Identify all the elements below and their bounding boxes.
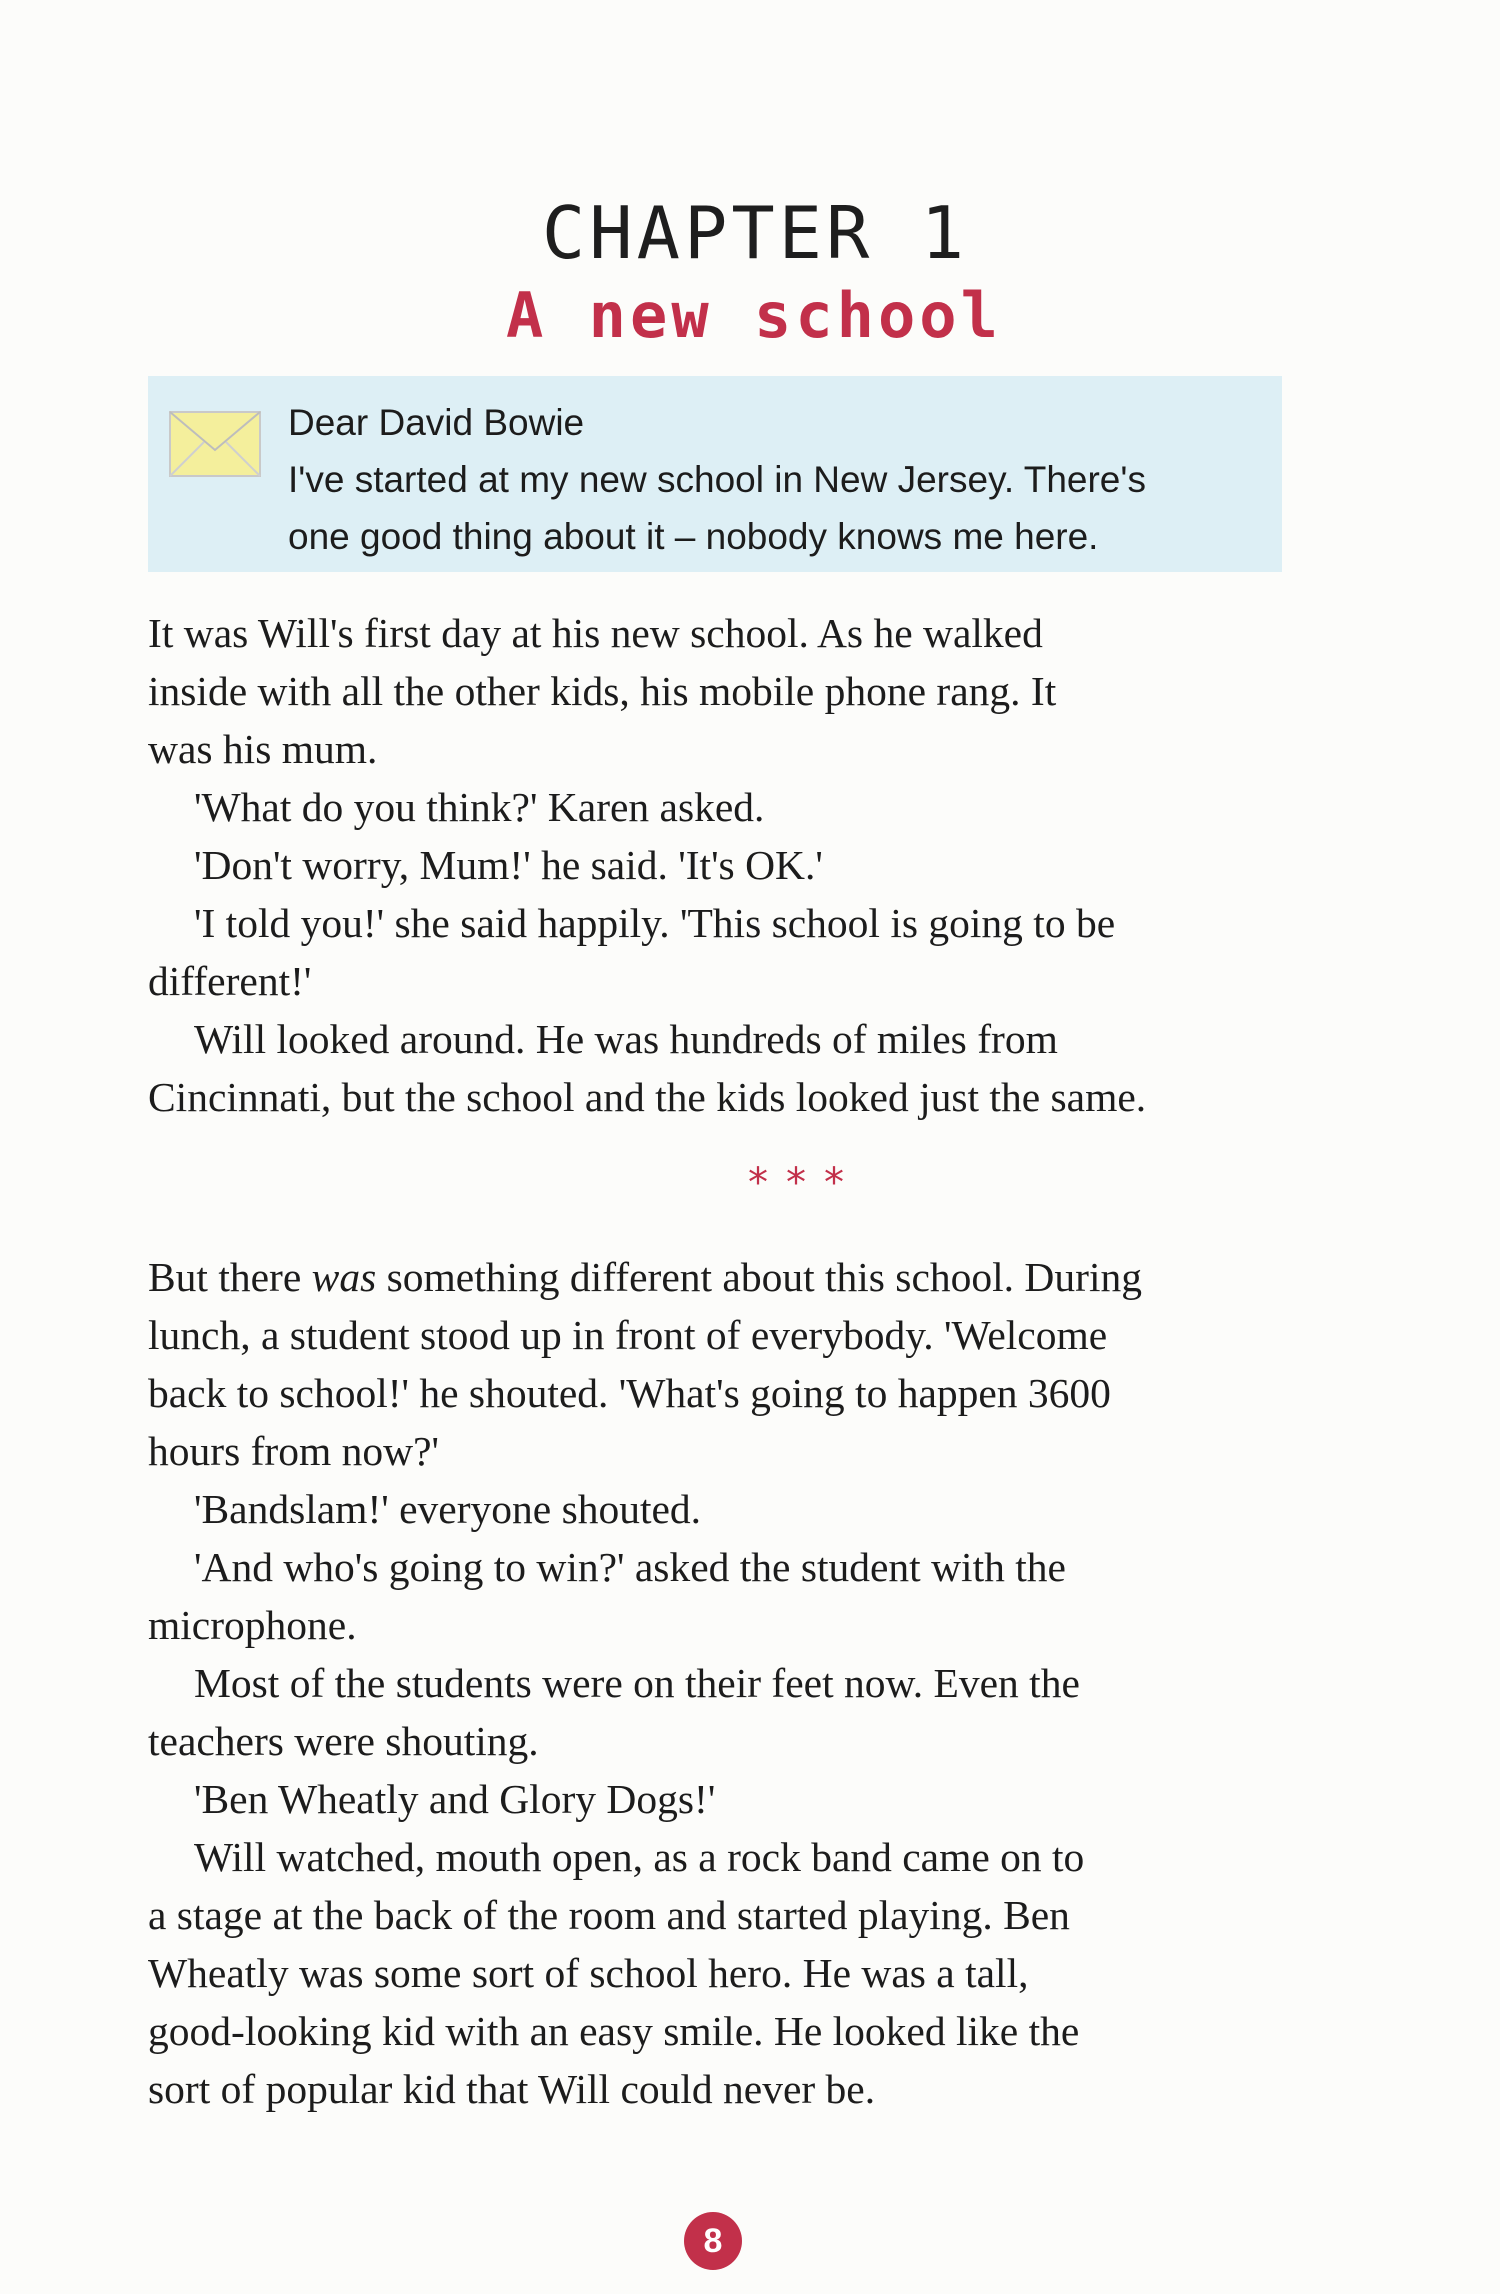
chapter-number: CHAPTER 1: [541, 191, 969, 275]
letter-line: I've started at my new school in New Jersey. There's: [288, 459, 1146, 500]
story-line: was his mum.: [148, 726, 378, 772]
envelope-icon: [168, 408, 264, 480]
letter-line: Dear David Bowie: [288, 402, 585, 443]
story-line: hours from now?': [148, 1428, 440, 1474]
section-separator: ***: [748, 1160, 862, 1206]
story-line: microphone.: [148, 1602, 357, 1648]
story-line: inside with all the other kids, his mobile phone rang. It: [148, 668, 1057, 714]
emphasis-text: was: [311, 1254, 377, 1300]
story-line: 'What do you think?' Karen asked.: [194, 784, 765, 830]
story-line: Will looked around. He was hundreds of miles from: [194, 1016, 1058, 1062]
story-line: a stage at the back of the room and started playing. Ben: [148, 1892, 1070, 1938]
story-line: 'And who's going to win?' asked the student with the: [194, 1544, 1066, 1590]
letter-box: [148, 376, 1282, 572]
story-line: teachers were shouting.: [148, 1718, 539, 1764]
story-line: 'I told you!' she said happily. 'This school is going to be: [194, 900, 1116, 946]
story-line: 'Ben Wheatly and Glory Dogs!': [194, 1776, 716, 1822]
story-line: different!': [148, 958, 312, 1004]
story-line: Will watched, mouth open, as a rock band came on to: [194, 1834, 1085, 1880]
chapter-title: A new school: [506, 279, 1002, 352]
story-line: Wheatly was some sort of school hero. He was a tall,: [148, 1950, 1029, 1996]
story-line: 'Don't worry, Mum!' he said. 'It's OK.': [194, 842, 823, 888]
story-text: something different about this school. During: [376, 1254, 1142, 1300]
story-line: 'Bandslam!' everyone shouted.: [194, 1486, 702, 1532]
story-line: back to school!' he shouted. 'What's going to happen 3600: [148, 1370, 1111, 1416]
letter-line: one good thing about it – nobody knows me here.: [288, 516, 1099, 557]
story-line: [148, 1248, 1288, 1306]
page-number: 8: [684, 2212, 742, 2270]
story-line: sort of popular kid that Will could never be.: [148, 2066, 876, 2112]
story-text: But there: [148, 1254, 312, 1300]
story-line: Most of the students were on their feet now. Even the: [194, 1660, 1080, 1706]
story-line: lunch, a student stood up in front of everybody. 'Welcome: [148, 1312, 1108, 1358]
story-line: Cincinnati, but the school and the kids looked just the same.: [148, 1074, 1147, 1120]
letter-text: [288, 394, 1268, 565]
story-section-2: [148, 1248, 1288, 2118]
story-line: good-looking kid with an easy smile. He looked like the: [148, 2008, 1080, 2054]
story-section-1: [148, 604, 1288, 1126]
story-line: It was Will's first day at his new school. As he walked: [148, 610, 1043, 656]
